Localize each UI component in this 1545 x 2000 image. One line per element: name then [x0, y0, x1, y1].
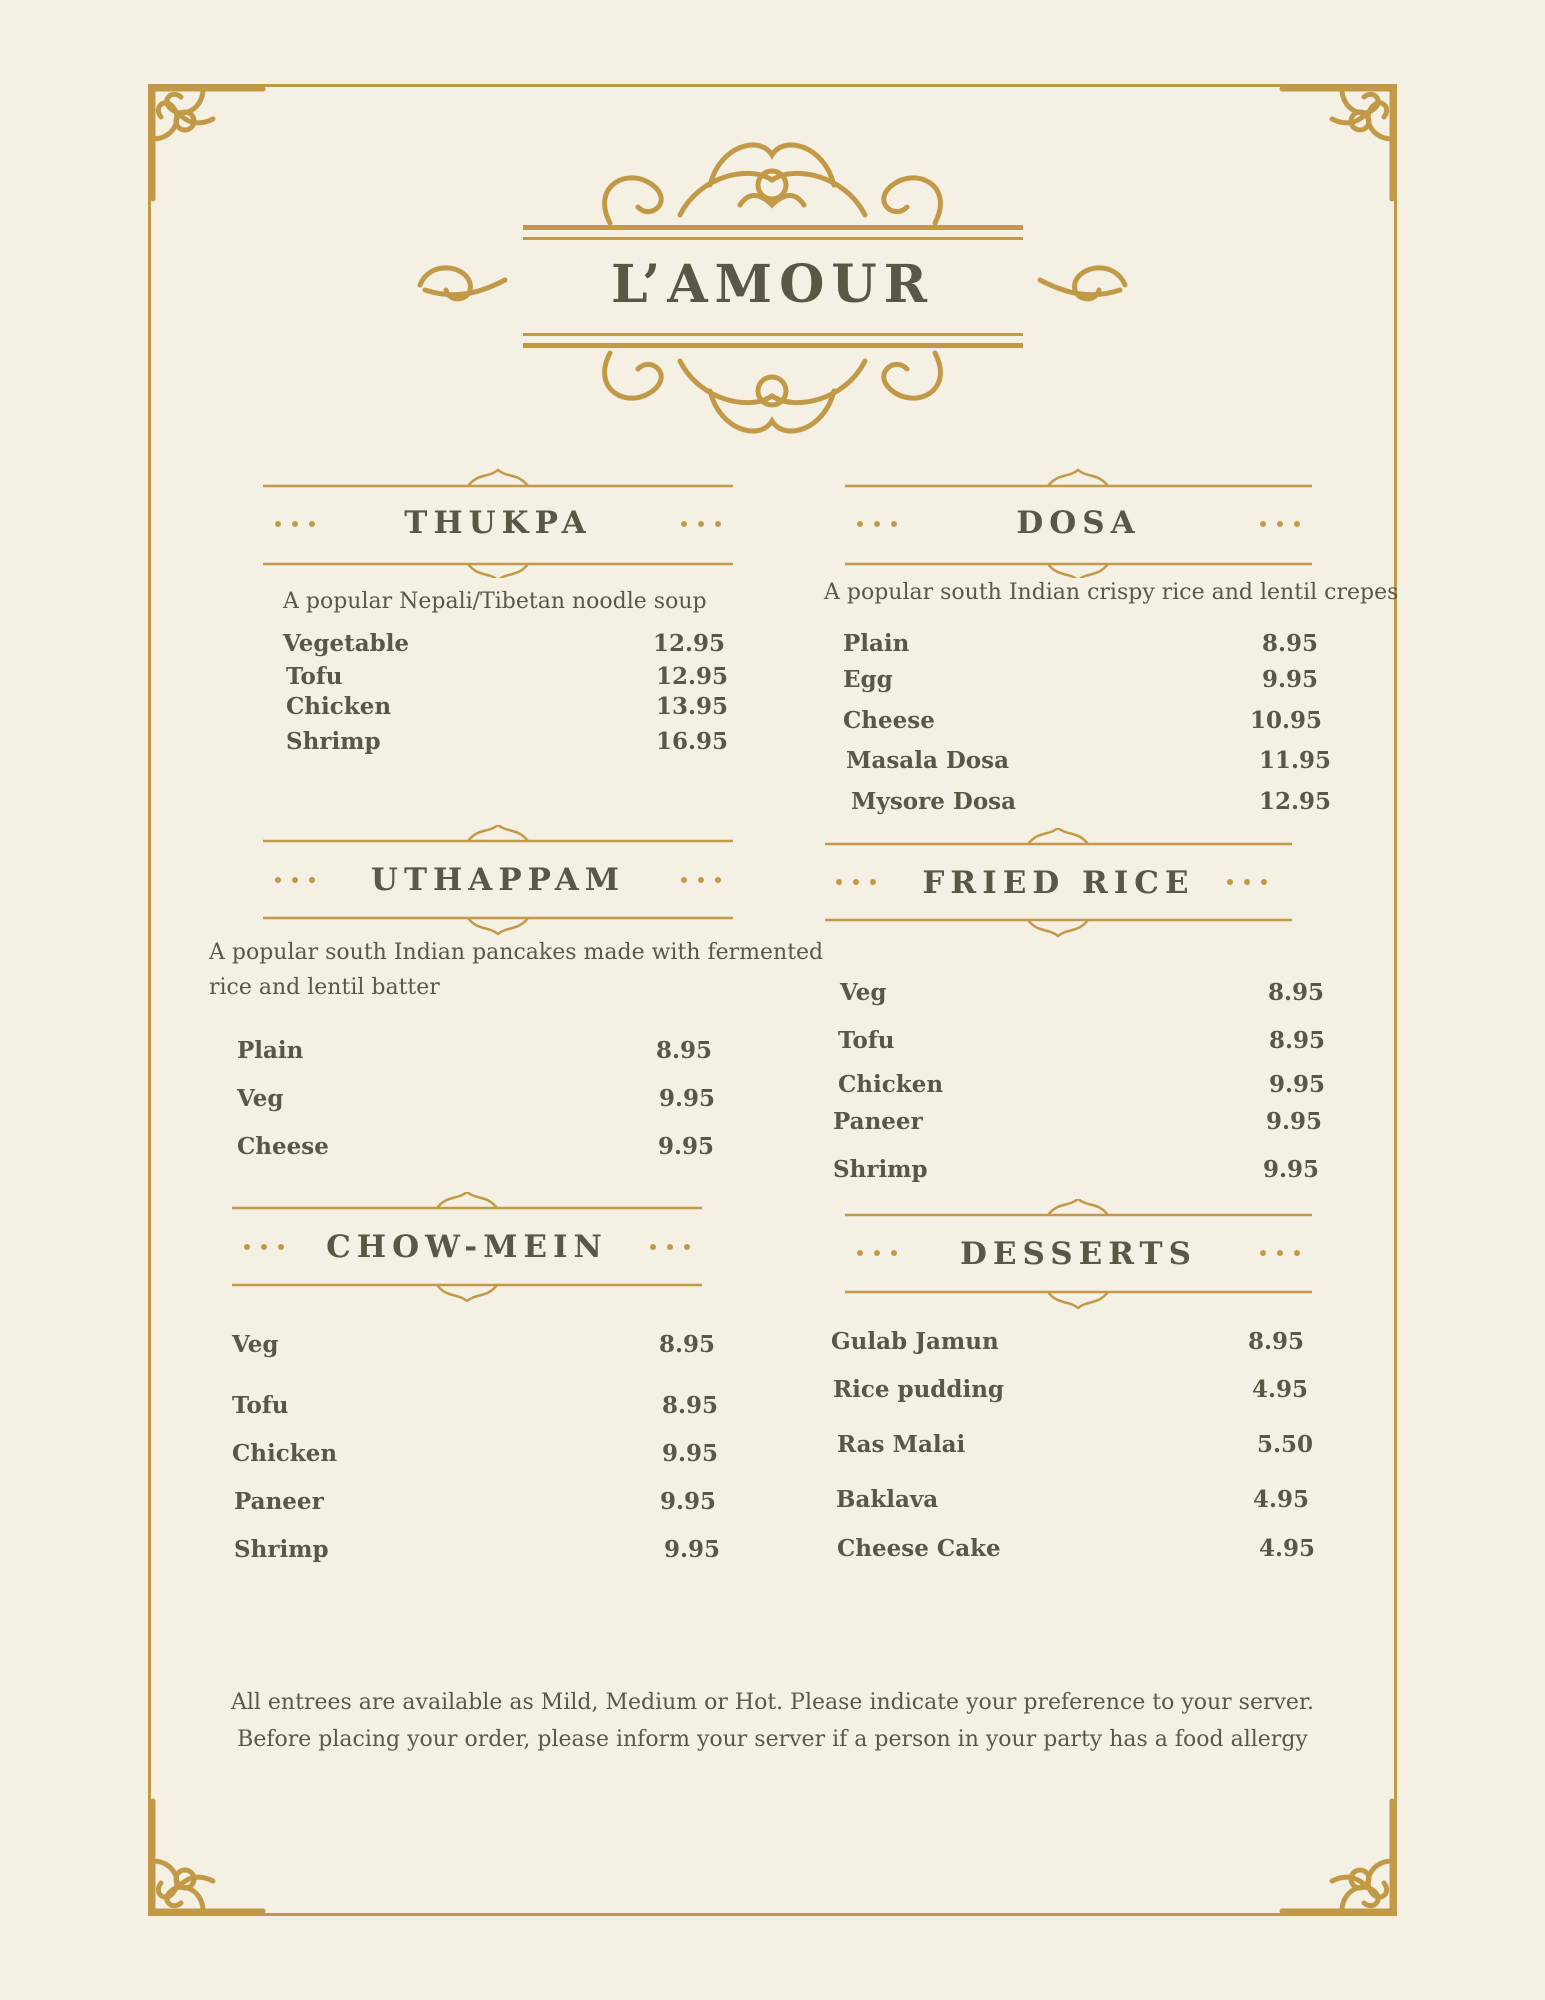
section-header-fried-rice	[825, 828, 1292, 938]
menu-item-name: Chicken	[838, 1071, 944, 1098]
menu-item-price: 12.95	[1259, 788, 1332, 815]
menu-item-price: 8.95	[662, 1392, 719, 1419]
menu-item-price: 10.95	[1250, 707, 1323, 734]
menu-item-name: Shrimp	[833, 1156, 928, 1183]
menu-item-price: 8.95	[1262, 630, 1319, 657]
menu-item-name: Cheese	[237, 1133, 329, 1160]
menu-item-price: 8.95	[1248, 1328, 1305, 1355]
menu-item-price: 9.95	[662, 1440, 719, 1467]
thukpa-description: A popular Nepali/Tibetan noodle soup	[283, 589, 707, 614]
section-title-dosa: DOSA	[1016, 505, 1141, 541]
uthappam-description-line2: rice and lentil batter	[209, 975, 440, 1000]
menu-item-name: Cheese Cake	[837, 1535, 1001, 1562]
menu-item-name: Veg	[237, 1085, 284, 1112]
menu-item-name: Shrimp	[286, 728, 381, 755]
section-title-fried-rice: FRIED RICE	[922, 865, 1195, 901]
corner-ornament-top-right	[1272, 79, 1402, 209]
menu-item-name: Plain	[843, 630, 910, 657]
menu-item-price: 9.95	[1263, 1156, 1320, 1183]
footer-line-1: All entrees are available as Mild, Medium or Hot. Please indicate your preference to your server.	[230, 1690, 1315, 1715]
uthappam-description-line1: A popular south Indian pancakes made with fermented	[209, 940, 824, 965]
section-title-desserts: DESSERTS	[960, 1236, 1197, 1272]
menu-item-name: Tofu	[838, 1027, 895, 1054]
section-title-chow-mein: CHOW-MEIN	[326, 1229, 608, 1265]
corner-ornament-top-left	[143, 79, 273, 209]
menu-item-price: 8.95	[1268, 979, 1325, 1006]
menu-item-price: 9.95	[1266, 1108, 1323, 1135]
section-header-dosa	[845, 468, 1312, 578]
corner-ornament-bottom-left	[143, 1791, 273, 1921]
menu-item-price: 8.95	[659, 1331, 716, 1358]
section-header-chow-mein	[232, 1192, 702, 1302]
menu-item-name: Mysore Dosa	[851, 788, 1017, 815]
menu-item-name: Tofu	[286, 663, 343, 690]
section-title-uthappam: UTHAPPAM	[370, 862, 626, 898]
menu-item-price: 8.95	[1269, 1027, 1326, 1054]
menu-item-name: Masala Dosa	[846, 747, 1009, 774]
menu-item-price: 9.95	[1262, 666, 1319, 693]
dosa-description: A popular south Indian crispy rice and lentil crepes	[824, 580, 1399, 605]
menu-item-price: 9.95	[664, 1536, 721, 1563]
footer-note	[200, 1684, 1345, 1758]
menu-item-name: Baklava	[836, 1486, 939, 1513]
menu-item-price: 11.95	[1259, 747, 1332, 774]
menu-item-name: Ras Malai	[837, 1431, 966, 1458]
menu-item-name: Veg	[840, 979, 887, 1006]
section-title-thukpa: THUKPA	[404, 505, 592, 541]
menu-item-name: Chicken	[286, 693, 392, 720]
menu-item-name: Gulab Jamun	[831, 1328, 999, 1355]
menu-item-price: 4.95	[1252, 1376, 1309, 1403]
menu-item-name: Paneer	[234, 1488, 324, 1515]
restaurant-title: L’AMOUR	[611, 254, 934, 315]
menu-item-name: Veg	[232, 1331, 279, 1358]
menu-item-price: 4.95	[1259, 1535, 1316, 1562]
footer-line-2: Before placing your order, please inform your server if a person in your party has a food allergy	[237, 1727, 1308, 1752]
menu-item-price: 9.95	[660, 1488, 717, 1515]
menu-item-name: Vegetable	[283, 630, 410, 657]
section-header-uthappam	[263, 825, 733, 935]
section-header-desserts	[845, 1199, 1312, 1309]
menu-item-price: 12.95	[653, 630, 726, 657]
menu-item-price: 5.50	[1257, 1431, 1314, 1458]
menu-item-price: 9.95	[658, 1133, 715, 1160]
menu-item-price: 4.95	[1253, 1486, 1310, 1513]
menu-item-price: 9.95	[1269, 1071, 1326, 1098]
menu-item-price: 13.95	[656, 693, 729, 720]
menu-item-price: 8.95	[656, 1037, 713, 1064]
menu-item-name: Paneer	[833, 1108, 923, 1135]
menu-item-price: 16.95	[656, 728, 729, 755]
menu-item-name: Tofu	[232, 1392, 289, 1419]
menu-item-name: Shrimp	[234, 1536, 329, 1563]
menu-item-name: Rice pudding	[833, 1376, 1005, 1403]
menu-item-name: Chicken	[232, 1440, 338, 1467]
menu-item-name: Plain	[237, 1037, 304, 1064]
menu-item-price: 9.95	[659, 1085, 716, 1112]
corner-ornament-bottom-right	[1272, 1791, 1402, 1921]
section-header-thukpa	[263, 468, 733, 578]
menu-item-name: Egg	[843, 666, 893, 693]
menu-item-price: 12.95	[656, 663, 729, 690]
menu-item-name: Cheese	[843, 707, 935, 734]
